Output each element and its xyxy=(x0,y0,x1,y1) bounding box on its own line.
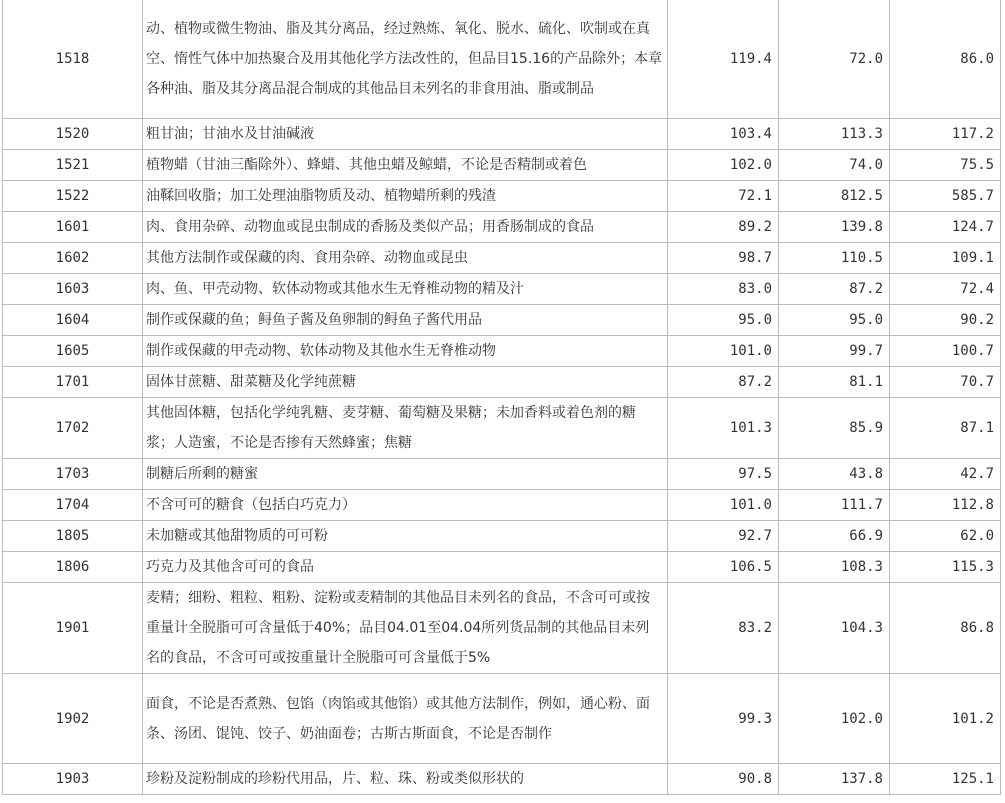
value-cell-1: 87.2 xyxy=(668,367,779,398)
value-cell-1: 83.0 xyxy=(668,274,779,305)
value-cell-3: 75.5 xyxy=(890,150,1001,181)
value-cell-2: 113.3 xyxy=(779,119,890,150)
description-cell: 不含可可的糖食（包括白巧克力） xyxy=(143,490,668,521)
hs-code-cell: 1604 xyxy=(3,305,143,336)
hs-code-cell: 1901 xyxy=(3,583,143,674)
value-cell-2: 66.9 xyxy=(779,521,890,552)
value-cell-1: 72.1 xyxy=(668,181,779,212)
value-cell-3: 115.3 xyxy=(890,552,1001,583)
table-row xyxy=(3,305,1001,336)
hs-code-cell: 1518 xyxy=(3,0,143,119)
value-cell-1: 83.2 xyxy=(668,583,779,674)
value-cell-3: 42.7 xyxy=(890,459,1001,490)
value-cell-2: 43.8 xyxy=(779,459,890,490)
value-cell-2: 102.0 xyxy=(779,674,890,764)
value-cell-3: 585.7 xyxy=(890,181,1001,212)
table-row xyxy=(3,521,1001,552)
tariff-index-table xyxy=(2,0,1001,795)
hs-code-cell: 1522 xyxy=(3,181,143,212)
table-row xyxy=(3,0,1001,119)
value-cell-3: 112.8 xyxy=(890,490,1001,521)
table-row xyxy=(3,674,1001,764)
table-body xyxy=(3,0,1001,795)
description-cell: 制作或保藏的甲壳动物、软体动物及其他水生无脊椎动物 xyxy=(143,336,668,367)
value-cell-2: 81.1 xyxy=(779,367,890,398)
value-cell-3: 70.7 xyxy=(890,367,1001,398)
description-cell: 制作或保藏的鱼；鲟鱼子酱及鱼卵制的鲟鱼子酱代用品 xyxy=(143,305,668,336)
table-row xyxy=(3,181,1001,212)
value-cell-1: 106.5 xyxy=(668,552,779,583)
table-row xyxy=(3,119,1001,150)
table-row xyxy=(3,583,1001,674)
value-cell-2: 72.0 xyxy=(779,0,890,119)
table-row xyxy=(3,150,1001,181)
value-cell-1: 101.0 xyxy=(668,490,779,521)
value-cell-1: 102.0 xyxy=(668,150,779,181)
value-cell-3: 72.4 xyxy=(890,274,1001,305)
description-cell: 珍粉及淀粉制成的珍粉代用品，片、粒、珠、粉或类似形状的 xyxy=(143,764,668,795)
value-cell-1: 101.3 xyxy=(668,398,779,459)
value-cell-3: 125.1 xyxy=(890,764,1001,795)
value-cell-2: 95.0 xyxy=(779,305,890,336)
value-cell-3: 100.7 xyxy=(890,336,1001,367)
value-cell-1: 103.4 xyxy=(668,119,779,150)
value-cell-3: 86.0 xyxy=(890,0,1001,119)
description-cell: 其他固体糖，包括化学纯乳糖、麦芽糖、葡萄糖及果糖；未加香料或着色剂的糖浆；人造蜜，不论是否掺有天然蜂蜜；焦糖 xyxy=(143,398,668,459)
table-row xyxy=(3,274,1001,305)
description-cell: 其他方法制作或保藏的肉、食用杂碎、动物血或昆虫 xyxy=(143,243,668,274)
value-cell-1: 98.7 xyxy=(668,243,779,274)
table-row xyxy=(3,243,1001,274)
value-cell-2: 110.5 xyxy=(779,243,890,274)
value-cell-2: 85.9 xyxy=(779,398,890,459)
value-cell-2: 74.0 xyxy=(779,150,890,181)
description-cell: 面食，不论是否煮熟、包馅（肉馅或其他馅）或其他方法制作，例如，通心粉、面条、汤团、馄饨、饺子、奶油面卷；古斯古斯面食，不论是否制作 xyxy=(143,674,668,764)
value-cell-3: 109.1 xyxy=(890,243,1001,274)
value-cell-1: 90.8 xyxy=(668,764,779,795)
description-cell: 未加糖或其他甜物质的可可粉 xyxy=(143,521,668,552)
value-cell-2: 812.5 xyxy=(779,181,890,212)
description-cell: 肉、鱼、甲壳动物、软体动物或其他水生无脊椎动物的精及汁 xyxy=(143,274,668,305)
value-cell-3: 86.8 xyxy=(890,583,1001,674)
hs-code-cell: 1701 xyxy=(3,367,143,398)
value-cell-1: 99.3 xyxy=(668,674,779,764)
value-cell-2: 99.7 xyxy=(779,336,890,367)
hs-code-cell: 1805 xyxy=(3,521,143,552)
table-row xyxy=(3,552,1001,583)
table-row xyxy=(3,398,1001,459)
value-cell-2: 104.3 xyxy=(779,583,890,674)
hs-code-cell: 1806 xyxy=(3,552,143,583)
hs-code-cell: 1601 xyxy=(3,212,143,243)
description-cell: 动、植物或微生物油、脂及其分离品，经过熟炼、氧化、脱水、硫化、吹制或在真空、惰性气体中加热聚合及用其他化学方法改性的，但品目15.16的产品除外；本章各种油、脂及其分离品混合制成的其他品目未列名的非食用油、脂或制品 xyxy=(143,0,668,119)
value-cell-3: 124.7 xyxy=(890,212,1001,243)
value-cell-3: 87.1 xyxy=(890,398,1001,459)
table-row xyxy=(3,336,1001,367)
table-row xyxy=(3,490,1001,521)
value-cell-1: 119.4 xyxy=(668,0,779,119)
value-cell-3: 62.0 xyxy=(890,521,1001,552)
hs-code-cell: 1521 xyxy=(3,150,143,181)
value-cell-1: 89.2 xyxy=(668,212,779,243)
value-cell-2: 137.8 xyxy=(779,764,890,795)
hs-code-cell: 1704 xyxy=(3,490,143,521)
value-cell-1: 95.0 xyxy=(668,305,779,336)
description-cell: 肉、食用杂碎、动物血或昆虫制成的香肠及类似产品；用香肠制成的食品 xyxy=(143,212,668,243)
value-cell-2: 139.8 xyxy=(779,212,890,243)
value-cell-2: 108.3 xyxy=(779,552,890,583)
description-cell: 制糖后所剩的糖蜜 xyxy=(143,459,668,490)
hs-code-cell: 1902 xyxy=(3,674,143,764)
description-cell: 麦精；细粉、粗粒、粗粉、淀粉或麦精制的其他品目未列名的食品，不含可可或按重量计全脱脂可可含量低于40%；品目04.01至04.04所列货品制的其他品目未列名的食品，不含可可或按重量计全脱脂可可含量低于5% xyxy=(143,583,668,674)
description-cell: 油鞣回收脂；加工处理油脂物质及动、植物蜡所剩的残渣 xyxy=(143,181,668,212)
hs-code-cell: 1603 xyxy=(3,274,143,305)
description-cell: 粗甘油；甘油水及甘油碱液 xyxy=(143,119,668,150)
table-row xyxy=(3,367,1001,398)
hs-code-cell: 1602 xyxy=(3,243,143,274)
table-row xyxy=(3,212,1001,243)
hs-code-cell: 1605 xyxy=(3,336,143,367)
value-cell-3: 101.2 xyxy=(890,674,1001,764)
value-cell-1: 92.7 xyxy=(668,521,779,552)
hs-code-cell: 1520 xyxy=(3,119,143,150)
value-cell-2: 111.7 xyxy=(779,490,890,521)
hs-code-cell: 1703 xyxy=(3,459,143,490)
description-cell: 巧克力及其他含可可的食品 xyxy=(143,552,668,583)
value-cell-3: 117.2 xyxy=(890,119,1001,150)
value-cell-3: 90.2 xyxy=(890,305,1001,336)
hs-code-cell: 1702 xyxy=(3,398,143,459)
value-cell-2: 87.2 xyxy=(779,274,890,305)
value-cell-1: 97.5 xyxy=(668,459,779,490)
description-cell: 植物蜡（甘油三酯除外）、蜂蜡、其他虫蜡及鲸蜡，不论是否精制或着色 xyxy=(143,150,668,181)
description-cell: 固体甘蔗糖、甜菜糖及化学纯蔗糖 xyxy=(143,367,668,398)
value-cell-1: 101.0 xyxy=(668,336,779,367)
hs-code-cell: 1903 xyxy=(3,764,143,795)
table-row xyxy=(3,764,1001,795)
table-row xyxy=(3,459,1001,490)
